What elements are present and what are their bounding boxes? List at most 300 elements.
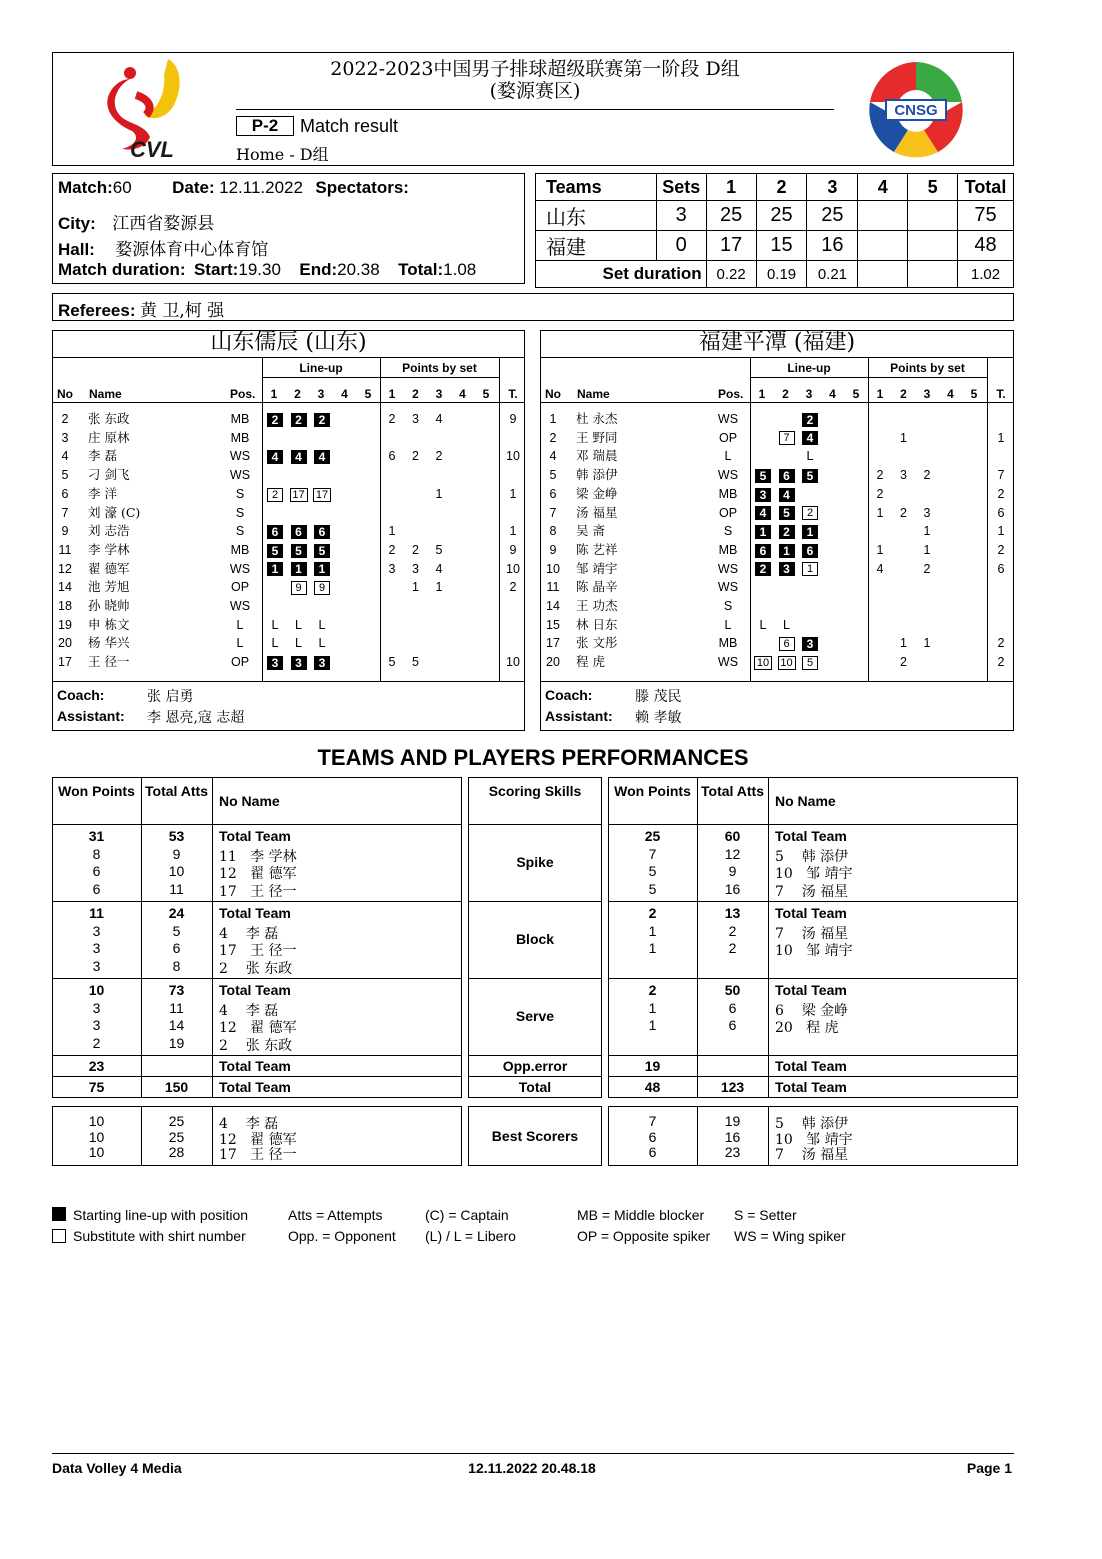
player-position: OP <box>230 580 250 595</box>
points-set1: 3 <box>388 561 396 576</box>
player-total: 2 <box>997 486 1005 501</box>
player-name: 王 功杰 <box>576 598 618 613</box>
lineup-set2 <box>288 616 310 634</box>
player-name: 7 汤 福星 <box>775 883 849 900</box>
start-label: Start: <box>193 260 239 279</box>
lineup-set1 <box>752 541 774 559</box>
points-set3: 2 <box>923 561 931 576</box>
points-by-set-header: Points by set <box>890 361 965 375</box>
player-position: L <box>236 617 244 632</box>
player-name: 6 梁 金峥 <box>775 1002 849 1019</box>
team2-set5 <box>908 231 958 261</box>
player-name: 2 张 东政 <box>219 1037 293 1054</box>
player-total: 2 <box>509 580 517 595</box>
duration-row <box>58 260 476 280</box>
won-value: 25 <box>644 828 661 844</box>
libero-mark: L <box>783 617 790 632</box>
won-points-header: Won Points <box>614 783 691 799</box>
atts-value: 10 <box>168 863 185 879</box>
won-value: 5 <box>648 863 657 879</box>
player-position: S <box>235 486 245 501</box>
lineup-set2 <box>288 578 310 596</box>
lineup-set2 <box>776 466 798 484</box>
best-won: 6 <box>648 1128 657 1145</box>
player-name: 11 李 学林 <box>219 848 297 865</box>
player-row <box>52 560 525 578</box>
total-won-value: 48 <box>644 1079 661 1095</box>
atts-value: 9 <box>728 863 737 879</box>
player-position: OP <box>230 655 250 670</box>
substitute-number: 5 <box>802 656 818 670</box>
points-set2: 2 <box>900 655 907 670</box>
set5-header: 5 <box>908 174 958 201</box>
team-title: 福建平潭 (福建) <box>698 330 856 355</box>
player-row <box>540 410 1014 428</box>
perf-row-divider <box>52 1076 462 1077</box>
points-set4-header: 4 <box>459 387 466 401</box>
player-name: 10 邹 靖宇 <box>775 866 853 882</box>
starting-position: 5 <box>779 506 795 520</box>
end-label: End: <box>299 260 338 279</box>
starting-position: 5 <box>314 544 330 558</box>
lineup-set2 <box>288 447 310 465</box>
libero-mark: L <box>318 617 326 632</box>
player-position: WS <box>717 468 739 483</box>
lineup-set2 <box>776 560 798 578</box>
team2-sets: 0 <box>656 231 706 261</box>
lineup-set2 <box>288 410 310 428</box>
player-position: WS <box>717 655 739 670</box>
starting-position: 2 <box>314 413 330 427</box>
player-number: 1 <box>549 412 557 426</box>
perf-row-divider <box>608 901 1018 902</box>
points-set3: 1 <box>435 486 443 501</box>
player-total: 10 <box>506 561 520 576</box>
points-set1-header: 1 <box>876 387 884 401</box>
lineup-set2 <box>776 616 798 634</box>
total-atts-value: 150 <box>164 1079 189 1095</box>
lineup-set1 <box>264 410 286 428</box>
opp-error-team: Total Team <box>775 1058 847 1074</box>
lineup-set2 <box>288 634 310 652</box>
player-number: 12 <box>58 561 72 576</box>
team2-total: 48 <box>958 231 1014 261</box>
report-code: P-2 <box>236 116 294 136</box>
lineup-set3 <box>311 541 333 559</box>
team2-set1: 17 <box>706 231 756 261</box>
lineup-set1 <box>752 560 774 578</box>
legend-ws: WS = Wing spiker <box>734 1228 846 1244</box>
player-position: S <box>235 505 245 520</box>
lineup-set2 <box>776 653 798 671</box>
player-name: 5 韩 添伊 <box>775 848 849 865</box>
points-set3: 5 <box>435 542 443 557</box>
substitute-number: 10 <box>778 656 796 670</box>
points-set3: 2 <box>923 468 931 483</box>
player-row <box>52 429 525 447</box>
hall-row <box>58 235 268 260</box>
starting-position: 4 <box>802 431 818 445</box>
lineup-set2 <box>288 653 310 671</box>
points-set3: 4 <box>435 412 443 426</box>
best-atts: 25 <box>168 1128 185 1145</box>
player-position: WS <box>717 580 739 595</box>
player-total: 2 <box>997 542 1005 557</box>
player-name: 韩 添伊 <box>576 467 618 483</box>
points-set2-header: 2 <box>412 387 419 401</box>
won-value: 3 <box>92 940 101 956</box>
lineup-set3 <box>311 634 333 652</box>
lineup-set3 <box>311 560 333 578</box>
starting-position: 2 <box>779 525 795 539</box>
lineup-set2 <box>776 485 798 503</box>
starting-position: 3 <box>802 637 818 651</box>
points-set5-header: 5 <box>482 387 490 401</box>
starting-position: 6 <box>779 469 795 483</box>
player-position: MB <box>230 542 250 557</box>
best-name: 4 李 磊 <box>219 1116 279 1132</box>
starting-position: 2 <box>291 413 307 427</box>
lineup-set1 <box>752 466 774 484</box>
player-name: Total Team <box>775 828 847 844</box>
won-value: 8 <box>92 845 101 862</box>
player-row <box>540 560 1014 578</box>
player-number: 7 <box>61 505 69 520</box>
lineup-set2 <box>288 485 310 503</box>
lineup-set3 <box>311 447 333 465</box>
total-atts-header: Total Atts <box>145 783 208 799</box>
perf-col-divider <box>768 777 769 1098</box>
won-value: 2 <box>648 982 657 998</box>
player-position: MB <box>718 636 738 651</box>
total-label: Total <box>518 1079 552 1095</box>
player-name: Total Team <box>219 905 291 921</box>
points-set2: 1 <box>900 636 907 651</box>
set2-duration: 0.19 <box>756 261 807 288</box>
best-atts: 19 <box>724 1113 741 1129</box>
atts-value: 9 <box>172 845 181 862</box>
won-value: 1 <box>648 922 657 939</box>
points-set1: 2 <box>388 412 396 426</box>
player-total: 6 <box>997 505 1005 520</box>
starting-position: 3 <box>267 656 283 670</box>
legend-starting: Starting line-up with position <box>73 1207 249 1223</box>
player-row <box>540 616 1014 634</box>
set2-header: 2 <box>756 174 807 201</box>
player-name: 孙 晓帅 <box>88 598 130 613</box>
points-set1: 6 <box>388 449 396 464</box>
opp-error-value: 23 <box>88 1058 105 1074</box>
skill-row-divider <box>468 901 602 902</box>
best-col-divider <box>212 1106 213 1166</box>
player-total: 1 <box>509 524 517 539</box>
total-won-value: 75 <box>88 1079 105 1095</box>
player-name: 20 程 虎 <box>775 1020 839 1036</box>
team1-total: 75 <box>958 201 1014 231</box>
points-set3: 1 <box>923 542 931 557</box>
referees-label: Referees: <box>58 301 136 320</box>
skill-row-divider <box>468 1076 602 1077</box>
best-atts: 23 <box>724 1144 741 1160</box>
substitute-number: 6 <box>779 637 795 651</box>
perf-row-divider <box>52 901 462 902</box>
no-name-header: No Name <box>775 793 836 809</box>
total-header: Total <box>958 174 1014 201</box>
player-name: 张 东政 <box>88 411 130 426</box>
points-set2: 2 <box>900 505 907 520</box>
substitute-number: 2 <box>802 506 818 520</box>
player-row <box>52 504 525 522</box>
player-number: 4 <box>61 449 69 464</box>
lineup-set2 <box>776 522 798 540</box>
player-total: 1 <box>997 430 1005 445</box>
player-number: 19 <box>58 617 72 632</box>
won-value: 2 <box>648 905 657 921</box>
starting-position: 4 <box>755 506 771 520</box>
lineup-set3 <box>799 466 821 484</box>
starting-position: 4 <box>291 450 307 464</box>
perf-row-divider <box>608 1076 1018 1077</box>
player-row <box>52 634 525 652</box>
player-row <box>52 597 525 615</box>
lineup-divider <box>750 377 988 378</box>
won-value: 31 <box>88 828 105 844</box>
player-position: WS <box>229 599 251 613</box>
player-number: 2 <box>61 412 69 426</box>
legend-captain: (C) = Captain <box>425 1207 509 1223</box>
points-set1: 2 <box>876 468 884 483</box>
best-col-divider <box>768 1106 769 1166</box>
player-name: 汤 福星 <box>576 504 618 520</box>
substitute-number: 9 <box>291 581 307 595</box>
player-number: 11 <box>546 580 560 595</box>
best-atts: 28 <box>168 1144 185 1160</box>
legend-substitute-square-icon <box>52 1229 66 1243</box>
player-row <box>52 578 525 596</box>
points-set3: 4 <box>435 561 443 576</box>
player-number: 15 <box>546 617 560 632</box>
player-name: 陈 艺祥 <box>576 541 618 557</box>
team2-set2: 15 <box>756 231 807 261</box>
starting-position: 2 <box>755 562 771 576</box>
player-name: 梁 金峥 <box>576 485 618 501</box>
player-number: 6 <box>61 486 69 501</box>
player-number: 17 <box>546 636 560 651</box>
player-position: S <box>723 599 733 613</box>
team2-set4 <box>858 231 908 261</box>
points-set3: 1 <box>923 636 931 651</box>
player-number: 14 <box>546 599 560 613</box>
report-title <box>235 58 835 102</box>
referees-row <box>58 296 224 321</box>
atts-value: 6 <box>172 940 181 956</box>
points-set1: 2 <box>876 486 884 501</box>
legend <box>52 1207 952 1251</box>
player-total: 1 <box>509 486 517 501</box>
player-name: 4 李 磊 <box>219 1002 279 1019</box>
won-value: 11 <box>89 905 104 921</box>
atts-value: 16 <box>724 880 741 897</box>
title-divider <box>540 357 1014 358</box>
won-value: 10 <box>88 982 105 998</box>
player-total: 2 <box>997 636 1005 651</box>
best-won: 10 <box>88 1144 105 1160</box>
hall-label: Hall: <box>58 240 95 259</box>
player-total: 6 <box>997 561 1005 576</box>
player-name: 17 王 径一 <box>219 883 297 900</box>
lineup-set3 <box>311 522 333 540</box>
scoring-skills-header: Scoring Skills <box>488 783 582 799</box>
player-name: 邓 瑞晨 <box>576 448 618 464</box>
starting-position: 2 <box>267 413 283 427</box>
starting-position: 3 <box>755 488 771 502</box>
points-set1-header: 1 <box>388 387 396 401</box>
player-position: L <box>236 636 244 651</box>
lineup-set3 <box>799 522 821 540</box>
starting-position: 6 <box>802 544 818 558</box>
player-name: 李 学林 <box>88 541 130 557</box>
lineup-set3 <box>311 653 333 671</box>
lineup-set3 <box>799 410 821 428</box>
points-set3: 1 <box>435 580 443 595</box>
perf-row-divider <box>52 1055 462 1056</box>
player-name: 庄 原林 <box>88 429 130 445</box>
won-value: 7 <box>648 845 657 862</box>
player-total: 10 <box>506 655 520 670</box>
player-number: 17 <box>58 655 72 670</box>
player-name: 林 日东 <box>576 616 618 632</box>
set4-duration <box>858 261 908 288</box>
lineup-set3 <box>799 429 821 447</box>
player-name: 张 文彤 <box>576 635 618 651</box>
player-row <box>540 578 1014 596</box>
col-name-header: Name <box>577 387 610 401</box>
lineup-set5-header: 5 <box>364 387 372 401</box>
lineup-set3 <box>311 410 333 428</box>
legend-mb: MB = Middle blocker <box>577 1207 705 1223</box>
lineup-set1 <box>752 504 774 522</box>
player-position: OP <box>718 430 738 445</box>
lineup-set1 <box>264 653 286 671</box>
points-set4-header: 4 <box>947 387 954 401</box>
lineup-set3-header: 3 <box>317 387 325 401</box>
lineup-set1 <box>752 616 774 634</box>
footer-page: Page 1 <box>966 1460 1012 1476</box>
cnsg-logo <box>864 58 968 162</box>
lineup-set1 <box>264 560 286 578</box>
player-number: 20 <box>546 655 560 670</box>
starting-position: 3 <box>291 656 307 670</box>
player-name: 12 翟 德军 <box>219 866 297 882</box>
starting-position: 6 <box>755 544 771 558</box>
starting-position: 1 <box>802 525 818 539</box>
points-set1: 4 <box>876 561 884 576</box>
won-points-header: Won Points <box>58 783 135 799</box>
player-name: Total Team <box>775 982 847 998</box>
cvl-logo <box>100 55 190 161</box>
cnsg-logo-text: CNSG <box>894 102 938 119</box>
libero-mark: L <box>271 636 279 651</box>
legend-opp: Opp. = Opponent <box>288 1228 396 1244</box>
libero-mark: L <box>806 449 814 464</box>
atts-value: 11 <box>169 999 184 1016</box>
points-set3-header: 3 <box>435 387 443 401</box>
lineup-set2 <box>776 541 798 559</box>
starting-position: 2 <box>802 413 818 427</box>
atts-value: 14 <box>168 1017 185 1033</box>
won-value: 6 <box>92 880 101 897</box>
player-row <box>540 653 1014 671</box>
player-name: 王 径一 <box>88 654 130 670</box>
player-position: S <box>723 524 733 539</box>
player-position: MB <box>230 412 250 426</box>
total-time: 1.08 <box>443 260 477 279</box>
team1-set4 <box>858 201 908 231</box>
won-value: 3 <box>92 999 101 1016</box>
libero-mark: L <box>271 617 279 632</box>
lineup-set1 <box>264 522 286 540</box>
title-divider <box>52 357 525 358</box>
atts-value: 50 <box>724 982 741 998</box>
start-time: 19.30 <box>238 260 281 279</box>
duration-label: Match duration: <box>58 260 186 279</box>
best-name: 5 韩 添伊 <box>775 1116 849 1132</box>
player-number: 18 <box>58 599 72 613</box>
perf-header-divider <box>52 824 462 825</box>
player-name: Total Team <box>219 982 291 998</box>
player-name: 刁 剑飞 <box>88 467 130 483</box>
lineup-set1-header: 1 <box>270 387 278 401</box>
atts-value: 5 <box>172 922 181 939</box>
player-row <box>540 447 1014 465</box>
opp-error-team: Total Team <box>219 1058 291 1074</box>
best-won: 6 <box>648 1144 657 1160</box>
player-name: Total Team <box>219 828 291 844</box>
won-value: 3 <box>92 957 101 974</box>
hall-value: 婺源体育中心体育馆 <box>115 240 269 260</box>
lineup-set1 <box>752 653 774 671</box>
col-name-header: Name <box>89 387 122 401</box>
points-set3: 1 <box>923 524 931 539</box>
lineup-header: Line-up <box>299 361 343 375</box>
atts-value: 13 <box>724 905 741 921</box>
player-name: 邹 靖宇 <box>576 560 618 576</box>
team1-sets: 3 <box>656 201 706 231</box>
starting-position: 4 <box>314 450 330 464</box>
points-set2: 5 <box>412 655 419 670</box>
points-set2: 1 <box>900 430 907 445</box>
won-value: 5 <box>648 880 657 897</box>
lineup-set3 <box>799 560 821 578</box>
assistant-label: Assistant: <box>545 708 613 724</box>
set-duration-label: Set duration <box>536 261 707 288</box>
lineup-set1 <box>264 634 286 652</box>
skill-header-divider <box>468 824 602 825</box>
col-no-header: No <box>57 387 73 401</box>
lineup-set2 <box>776 634 798 652</box>
player-row <box>540 597 1014 615</box>
perf-col-divider <box>212 777 213 1098</box>
set5-duration <box>908 261 958 288</box>
player-name: 10 邹 靖宇 <box>775 943 853 959</box>
player-number: 9 <box>549 542 557 557</box>
opp-error-label: Opp.error <box>502 1058 568 1074</box>
player-total: 10 <box>506 449 520 464</box>
lineup-set3-header: 3 <box>805 387 813 401</box>
lineup-set3 <box>799 634 821 652</box>
starting-position: 3 <box>314 656 330 670</box>
player-number: 5 <box>549 468 557 483</box>
